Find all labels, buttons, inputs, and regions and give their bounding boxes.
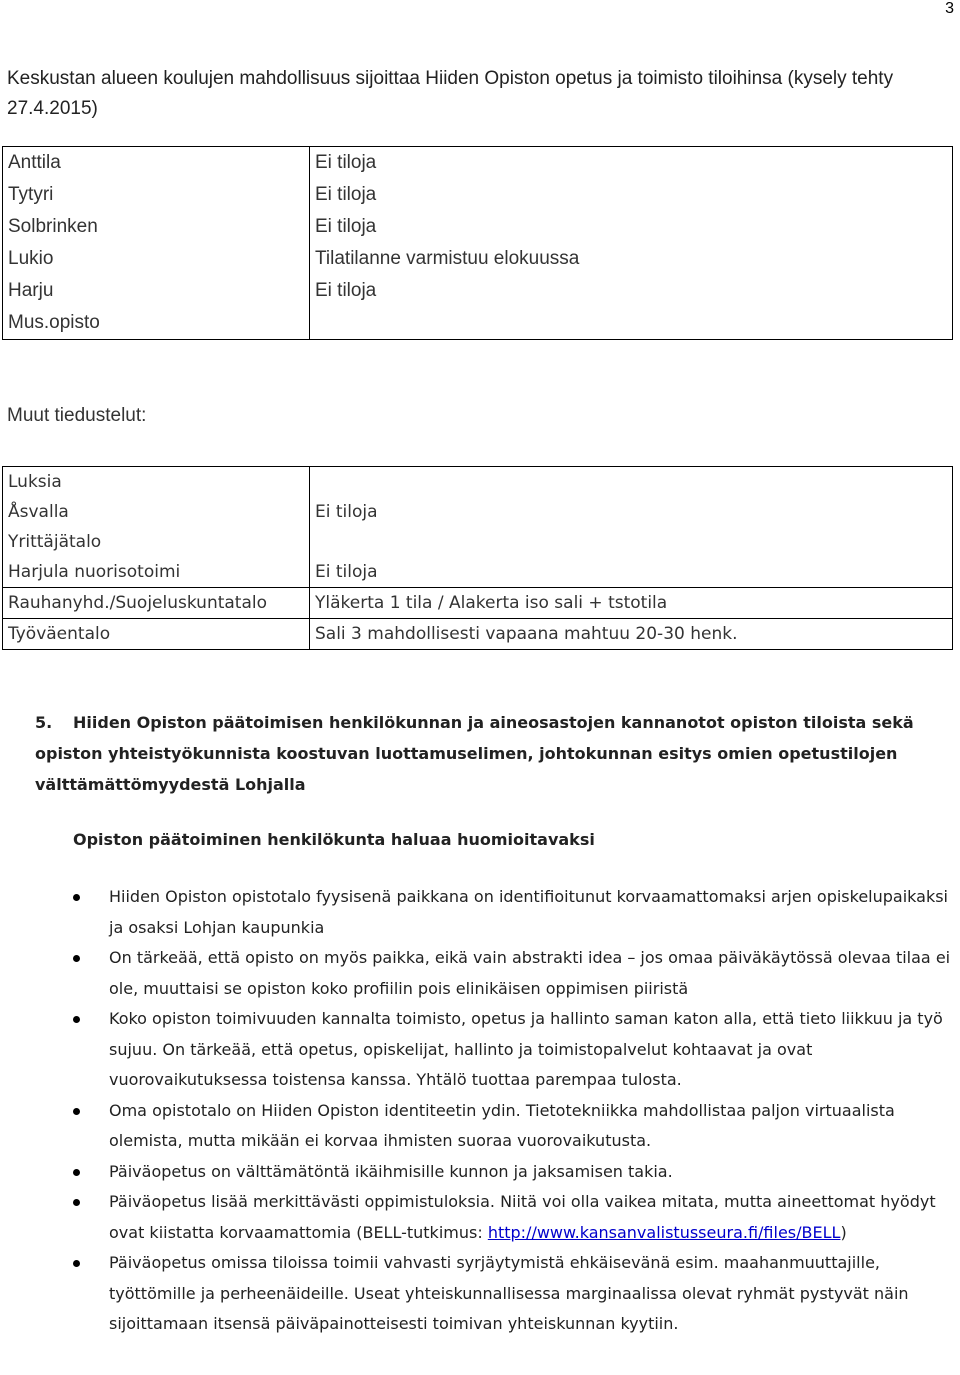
school-name: Harju (3, 275, 310, 307)
bullet-text: Koko opiston toimivuuden kannalta toimisto, opetus ja hallinto saman katon alla, että tieto liikkuu ja työ sujuu. On tärkeää, että opetus, opiskelijat, hallinto ja toimistopalvelut kohtaavat ja ovat vuorovaikutuksessa toistensa kanssa. Yhtälö tuottaa parempaa tulosta. (109, 1009, 943, 1089)
table-row (3, 147, 953, 180)
school-status: Tilatilanne varmistuu elokuussa (310, 243, 953, 275)
inquiry-name: Rauhanyhd./Suojeluskuntatalo (3, 588, 310, 619)
page-number: 3 (945, 0, 954, 17)
bullet-text: Oma opistotalo on Hiiden Opiston identiteetin ydin. Tietotekniikka mahdollistaa paljon virtuaalista olemista, mutta mikään ei korvaa ihmisten suoraa vuorovaikutusta. (109, 1100, 895, 1150)
table-row (3, 211, 953, 243)
list-item (0, 1157, 955, 1188)
inquiry-name: Yrittäjätalo (3, 527, 310, 557)
section-title: Hiiden Opiston päätoimisen henkilökunnan ja aineosastojen kannanotot opiston tiloista sekä opiston yhteistyökunnista koostuvan luottamuselimen, johtokunnan esitys omien opetustilojen välttämättömyydestä Lohjalla (35, 713, 914, 794)
bullet-text: Päiväopetus omissa tiloissa toimii vahvasti syrjäytymistä ehkäisevänä esim. maahanmuuttajille, työttömille ja perheenäideille. Useat yhteiskunnallisessa marginaalissa olevat ryhmät pystyvät näin sijoittamaan itsensä päiväpainotteisesti toimivan yhteiskunnan kyytiin. (109, 1253, 909, 1333)
school-name: Tytyri (3, 179, 310, 211)
list-item (0, 1096, 955, 1157)
table-row (3, 467, 953, 498)
bell-study-link[interactable]: http://www.kansanvalistusseura.fi/files/BELL (487, 1222, 841, 1242)
bullet-text: On tärkeää, että opisto on myös paikka, eikä vain abstrakti idea – jos omaa päiväkäytössä olevaa tilaa ei ole, muuttaisi se opiston koko profiilin pois elinikäisen oppimisen piiristä (109, 948, 951, 998)
list-item (0, 943, 955, 1004)
inquiry-status: Ei tiloja (310, 497, 953, 527)
inquiry-name: Luksia (3, 467, 310, 498)
bullet-icon (73, 1260, 80, 1267)
bullet-icon (73, 1016, 80, 1023)
list-item (0, 1004, 955, 1096)
school-name: Lukio (3, 243, 310, 275)
table-row (3, 588, 953, 619)
table-row (3, 497, 953, 527)
bullet-text: Hiiden Opiston opistotalo fyysisenä paikkana on identifioitunut korvaamattomaksi arjen opiskelupaikaksi ja osaksi Lohjan kaupunkia (109, 887, 948, 937)
table-row (3, 275, 953, 307)
list-item (0, 1187, 955, 1248)
school-status: Ei tiloja (310, 275, 953, 307)
list-item (0, 882, 955, 943)
list-item (0, 1248, 955, 1340)
inquiry-status (310, 527, 953, 557)
bullet-list (0, 882, 955, 1340)
inquiry-status (310, 467, 953, 498)
inquiry-name: Työväentalo (3, 619, 310, 650)
bullet-icon (73, 1199, 80, 1206)
section-number: 5. (35, 713, 53, 732)
bullet-text: Päiväopetus on välttämätöntä ikäihmisille kunnon ja jaksamisen takia. (109, 1161, 673, 1181)
inquiry-status: Ei tiloja (310, 557, 953, 588)
inquiry-name: Harjula nuorisotoimi (3, 557, 310, 588)
section-heading (35, 707, 950, 800)
school-status: Ei tiloja (310, 179, 953, 211)
schools-table (2, 146, 953, 340)
other-inquiries-table (2, 466, 953, 650)
school-name: Anttila (3, 147, 310, 180)
school-status: Ei tiloja (310, 211, 953, 243)
school-name: Mus.opisto (3, 307, 310, 340)
subheading: Opiston päätoiminen henkilökunta haluaa huomioitavaksi (73, 830, 595, 849)
table-row (3, 619, 953, 650)
other-inquiries-heading: Muut tiedustelut: (7, 405, 147, 426)
inquiry-status: Sali 3 mahdollisesti vapaana mahtuu 20-30 henk. (310, 619, 953, 650)
table-row (3, 527, 953, 557)
school-name: Solbrinken (3, 211, 310, 243)
bullet-icon (73, 894, 80, 901)
bullet-text: Päiväopetus lisää merkittävästi oppimistuloksia. Niitä voi olla vaikea mitata, mutta aineettomat hyödyt ovat kiistatta korvaamattomia (BELL-tutkimus: (109, 1192, 936, 1242)
inquiry-status: Yläkerta 1 tila / Alakerta iso sali + tstotila (310, 588, 953, 619)
school-status: Ei tiloja (310, 147, 953, 180)
table-row (3, 307, 953, 340)
bullet-icon (73, 1108, 80, 1115)
table-row (3, 243, 953, 275)
table-row (3, 179, 953, 211)
bullet-icon (73, 955, 80, 962)
intro-paragraph: Keskustan alueen koulujen mahdollisuus sijoittaa Hiiden Opiston opetus ja toimisto tiloihinsa (kysely tehty 27.4.2015) (7, 68, 894, 119)
school-status (310, 307, 953, 340)
table-row (3, 557, 953, 588)
inquiry-name: Åsvalla (3, 497, 310, 527)
bullet-text-after: ) (840, 1222, 847, 1242)
bullet-icon (73, 1169, 80, 1176)
